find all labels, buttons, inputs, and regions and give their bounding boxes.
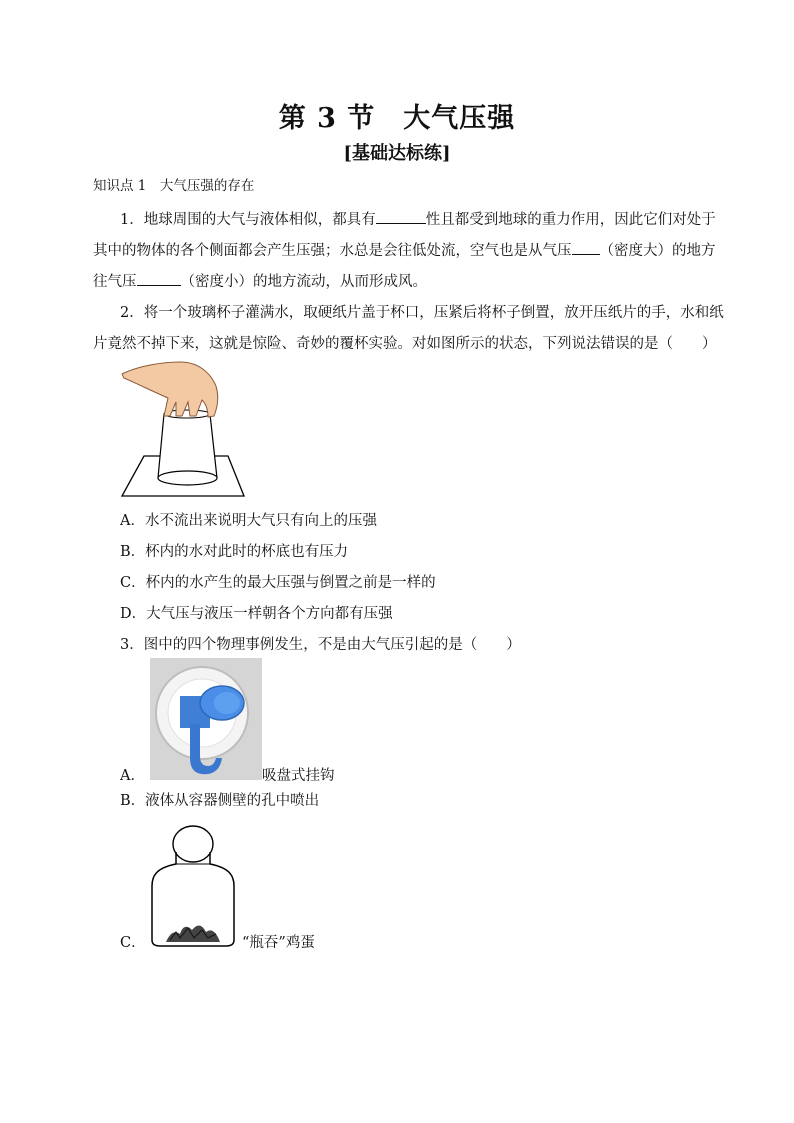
q1-blank-2[interactable] — [572, 240, 600, 255]
q3-option-c-text[interactable]: “瓶吞”鸡蛋 — [242, 935, 315, 951]
cup-rim — [158, 471, 217, 485]
q1-text-2b: （密度大）的地方 — [599, 243, 716, 259]
q1-text-2a: 其中的物体的各个侧面都会产生压强；水总是会往低处流，空气也是从气压 — [93, 243, 572, 259]
q2-stem-line-1: 2．将一个玻璃杯子灌满水，取硬纸片盖于杯口，压紧后将杯子倒置，放开压纸片的手，水和纸 — [120, 305, 724, 321]
q3-option-c-letter[interactable]: C． — [120, 935, 146, 951]
q1-line-1 — [120, 209, 716, 230]
q3-option-b[interactable]: B．液体从容器侧壁的孔中喷出 — [120, 793, 320, 809]
q2-option-c[interactable]: C．杯内的水产生的最大压强与倒置之前是一样的 — [120, 575, 436, 591]
hand — [122, 362, 218, 417]
q2-stem-line-2: 片竟然不掉下来，这就是惊险、奇妙的覆杯实验。对如图所示的状态，下列说法错误的是（ ） — [93, 336, 717, 352]
q2-option-d[interactable]: D．大气压与液压一样朝各个方向都有压强 — [120, 606, 393, 622]
q1-text-1b: 性且都受到地球的重力作用，因此它们对处于 — [425, 212, 716, 228]
glass-cup — [158, 414, 217, 478]
q3-option-a-text[interactable]: 吸盘式挂钩 — [262, 768, 335, 784]
bottle-egg-figure — [146, 824, 238, 950]
q1-blank-1[interactable] — [376, 209, 426, 224]
inverted-cup-figure — [118, 360, 248, 500]
suction-hook-photo — [150, 658, 262, 780]
q3-option-a-letter[interactable]: A． — [120, 768, 145, 784]
page-subtitle: [基础达标练] — [343, 143, 451, 164]
section-label: 知识点 1 大气压强的存在 — [93, 178, 255, 194]
q2-option-a[interactable]: A．水不流出来说明大气只有向上的压强 — [120, 513, 377, 529]
q1-line-2 — [93, 240, 716, 261]
page-title: 第 3 节 大气压强 — [278, 103, 516, 134]
egg — [173, 826, 213, 862]
q1-text-1a: 1．地球周围的大气与液体相似，都具有 — [120, 212, 376, 228]
q1-text-3b: （密度小）的地方流动，从而形成风。 — [180, 274, 427, 290]
q1-line-3 — [93, 271, 427, 292]
q1-text-3a: 往气压 — [93, 274, 137, 290]
q1-blank-3[interactable] — [137, 271, 181, 286]
q2-option-b[interactable]: B．杯内的水对此时的杯底也有压力 — [120, 544, 349, 560]
q3-stem: 3．图中的四个物理事例发生，不是由大气压引起的是（ ） — [120, 637, 521, 653]
